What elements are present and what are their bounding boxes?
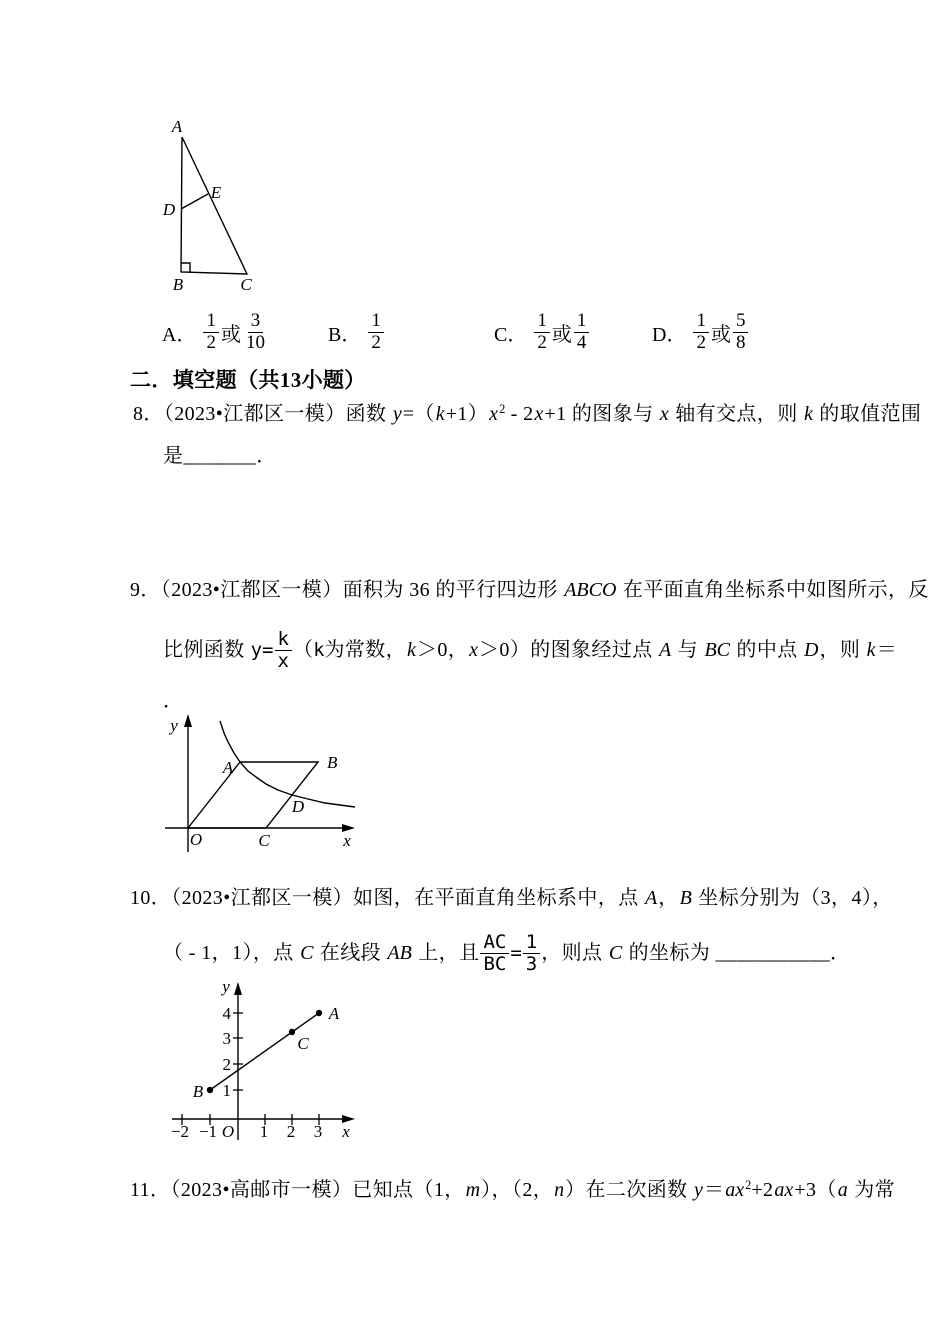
label-d: D: [291, 797, 305, 816]
fraction: $\frac{3}{10}$: [245, 309, 265, 353]
fraction: $\frac{5}{8}$: [733, 311, 749, 354]
q10-ratio-fraction: $\frac{AC}{BC}$: [480, 932, 509, 975]
section-header: 二．填空题（共13小题）: [130, 368, 366, 392]
q10-value-fraction: $\frac{1}{3}$: [523, 932, 540, 975]
segment-de: [181, 194, 208, 209]
point-c-dot: [289, 1029, 295, 1035]
label-c: C: [297, 1034, 309, 1053]
x-tick-label: 2: [286, 1122, 296, 1141]
or-text: 或: [551, 323, 572, 346]
fraction: $\frac{1}{4}$: [574, 311, 590, 354]
option-a-letter: A．: [162, 323, 197, 346]
option-d: [652, 306, 749, 358]
option-c: [494, 306, 590, 358]
point-a-dot: [316, 1010, 322, 1016]
fraction: $\frac{1}{2}$: [368, 311, 384, 354]
right-angle-mark: [181, 263, 190, 272]
q10-post-text: ，则点 C 的坐标为 ___________．: [541, 942, 851, 964]
label-origin: O: [189, 830, 203, 849]
label-y: y: [170, 716, 178, 735]
or-text: 或: [220, 323, 241, 346]
x-tick-label: −1: [198, 1122, 218, 1141]
figure-coordinate-line: [160, 975, 360, 1145]
y-tick-label: 4: [222, 1004, 231, 1023]
label-x: x: [343, 831, 351, 850]
option-b: [328, 306, 385, 358]
figure-parallelogram-hyperbola: [150, 705, 380, 860]
question-8-line-2: 是_______．: [163, 445, 277, 467]
label-b: B: [172, 275, 184, 294]
y-tick-label: 3: [222, 1029, 231, 1048]
label-b: B: [327, 753, 338, 772]
question-10-line-1: 10．（2023•江都区一模）如图，在平面直角坐标系中，点 A，B 坐标分别为（3，4），: [130, 887, 893, 909]
x-tick-label: 3: [313, 1122, 323, 1141]
y-axis-arrow-icon: [184, 714, 192, 727]
q9-lead-text: 比例函数: [163, 639, 245, 661]
question-8-line-1: 8．（2023•江都区一模）函数 $y=(k+1)x^2 - 2x+1$ 的图象与 x 轴有交点，则 k 的取值范围: [133, 402, 922, 425]
fraction: $\frac{1}{2}$: [693, 311, 709, 354]
label-d: D: [162, 200, 176, 219]
q10-equals: =: [510, 941, 522, 964]
label-origin: O: [221, 1122, 235, 1141]
label-a: A: [171, 117, 183, 136]
label-c: C: [240, 275, 252, 294]
label-e: E: [210, 183, 222, 202]
question-9-line-2: [163, 623, 897, 677]
option-d-letter: D．: [652, 323, 687, 346]
q10-pre-text: （ - 1，1），点 C 在线段 AB 上，且: [163, 942, 480, 964]
point-b-dot: [207, 1087, 213, 1093]
x-tick-label: −2: [170, 1122, 190, 1141]
triangle-outline: [181, 137, 247, 274]
label-a: A: [328, 1004, 340, 1023]
question-10-line-2: [163, 926, 850, 980]
option-b-letter: B．: [328, 323, 362, 346]
y-axis-arrow-icon: [234, 982, 242, 995]
q9-formula-fraction: $\frac{k}{x}$: [275, 629, 292, 672]
fraction: $\frac{1}{2}$: [534, 311, 550, 354]
label-a: A: [222, 758, 234, 777]
label-x: x: [342, 1122, 350, 1141]
x-tick-label: 1: [259, 1122, 269, 1141]
q9-formula-lhs: y=: [250, 638, 274, 661]
y-tick-label: 2: [222, 1055, 231, 1074]
label-y: y: [222, 977, 230, 996]
question-11-line-1: 11．（2023•高邮市一模）已知点（1，m），（2，n）在二次函数 $y=ax^2+2ax+3(a$ 为常: [130, 1178, 895, 1201]
question-9-line-1: 9．（2023•江都区一模）面积为 36 的平行四边形 ABCO 在平面直角坐标系中如图所示，反: [130, 579, 929, 601]
option-a: [162, 306, 269, 358]
option-c-letter: C．: [494, 323, 528, 346]
or-text: 或: [710, 323, 731, 346]
label-c: C: [258, 831, 270, 850]
parallelogram-oabc: [188, 762, 318, 828]
y-tick-label: 1: [222, 1081, 231, 1100]
label-b: B: [192, 1082, 204, 1101]
figure-triangle: [150, 114, 270, 304]
fraction: $\frac{1}{2}$: [203, 311, 219, 354]
q9-tail-text: （k为常数，k＞0，x＞0）的图象经过点 A 与 BC 的中点 D，则 k＝: [292, 639, 897, 661]
question-9-line-3: ．: [163, 690, 184, 712]
